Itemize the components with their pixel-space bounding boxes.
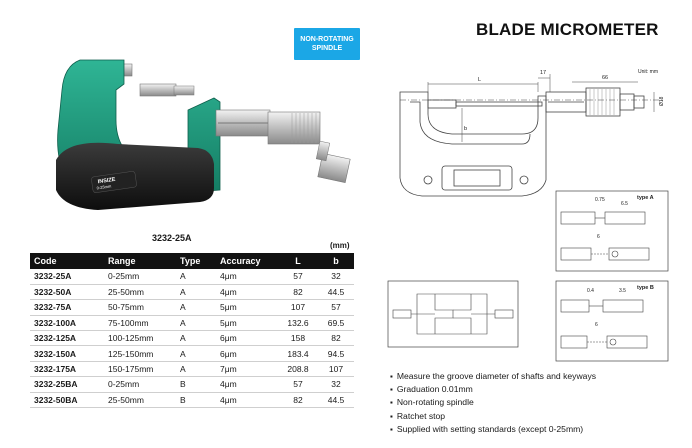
cell-type: A	[176, 269, 216, 284]
detail-a-dim2: 6.5	[621, 201, 628, 207]
col-b: b	[318, 253, 354, 269]
cell-range: 25-50mm	[104, 284, 176, 299]
cell-range: 75-100mm	[104, 315, 176, 330]
detail-a-dim1: 0.75	[595, 197, 605, 203]
cell-type: B	[176, 392, 216, 407]
cell-l: 208.8	[278, 361, 318, 376]
feature-item: ▪ Measure the groove diameter of shafts and keyways	[390, 370, 596, 383]
cell-accuracy: 4μm	[216, 392, 278, 407]
cell-type: A	[176, 331, 216, 346]
detail-b-dim3: 6	[595, 322, 598, 328]
cell-accuracy: 6μm	[216, 346, 278, 361]
cell-b: 69.5	[318, 315, 354, 330]
detail-type-a	[555, 190, 669, 272]
cell-code: 3232-125A	[30, 331, 104, 346]
cell-l: 82	[278, 284, 318, 299]
col-code: Code	[30, 253, 104, 269]
cell-code: 3232-50BA	[30, 392, 104, 407]
cell-type: B	[176, 377, 216, 392]
cell-code: 3232-25A	[30, 269, 104, 284]
table-row	[30, 269, 354, 284]
cell-code: 3232-100A	[30, 315, 104, 330]
cell-l: 132.6	[278, 315, 318, 330]
feature-item: ▪ Non-rotating spindle	[390, 396, 596, 409]
micrometer-photo	[28, 40, 358, 230]
cell-range: 0-25mm	[104, 377, 176, 392]
table-unit-label: (mm)	[330, 241, 350, 250]
cell-type: A	[176, 346, 216, 361]
detail-a-label: type A	[637, 195, 654, 201]
table-row	[30, 331, 354, 346]
detail-b-label: type B	[637, 285, 654, 291]
cell-accuracy: 5μm	[216, 315, 278, 330]
cell-code: 3232-50A	[30, 284, 104, 299]
badge-line-1: NON-ROTATING	[300, 36, 354, 43]
cell-b: 57	[318, 300, 354, 315]
cell-accuracy: 5μm	[216, 300, 278, 315]
cell-b: 32	[318, 269, 354, 284]
cell-type: A	[176, 315, 216, 330]
cell-type: A	[176, 284, 216, 299]
cell-l: 57	[278, 377, 318, 392]
table-row	[30, 361, 354, 376]
unit-note: Unit: mm	[638, 69, 658, 75]
dim-66: 66	[602, 75, 609, 81]
cell-code: 3232-175A	[30, 361, 104, 376]
table-header-row	[30, 253, 354, 269]
table-row	[30, 315, 354, 330]
cell-l: 82	[278, 392, 318, 407]
cell-b: 44.5	[318, 284, 354, 299]
page-title: BLADE MICROMETER	[476, 20, 659, 39]
cell-range: 0-25mm	[104, 269, 176, 284]
col-type: Type	[176, 253, 216, 269]
table-row	[30, 377, 354, 392]
cell-l: 107	[278, 300, 318, 315]
cell-range: 100-125mm	[104, 331, 176, 346]
cell-accuracy: 4μm	[216, 377, 278, 392]
cell-b: 82	[318, 331, 354, 346]
table-row	[30, 346, 354, 361]
badge-line-2: SPINDLE	[311, 45, 343, 52]
cell-accuracy: 6μm	[216, 331, 278, 346]
cell-b: 32	[318, 377, 354, 392]
feature-item: ▪ Supplied with setting standards (except 0-25mm)	[390, 423, 596, 436]
cell-b: 94.5	[318, 346, 354, 361]
cell-range: 125-150mm	[104, 346, 176, 361]
model-label: 3232-25A	[152, 233, 192, 243]
detail-type-b	[555, 280, 669, 362]
detail-a-dim3: 6	[597, 234, 600, 240]
feature-item: ▪ Graduation 0.01mm	[390, 383, 596, 396]
drawing-thimble	[586, 88, 620, 116]
cell-type: A	[176, 300, 216, 315]
table-row	[30, 284, 354, 299]
dim-b: b	[464, 126, 468, 132]
groove-illustration	[387, 280, 519, 348]
cell-accuracy: 7μm	[216, 361, 278, 376]
feature-item: ▪ Ratchet stop	[390, 410, 596, 423]
dim-l: L	[478, 77, 482, 83]
feature-list	[390, 370, 596, 436]
cell-range: 25-50mm	[104, 392, 176, 407]
cell-b: 44.5	[318, 392, 354, 407]
table-row	[30, 392, 354, 407]
cell-code: 3232-25BA	[30, 377, 104, 392]
cell-l: 158	[278, 331, 318, 346]
frame-brand-text: INSIZE	[97, 176, 116, 186]
spindle-blade	[140, 84, 176, 96]
dim-18: Ø18	[659, 96, 665, 106]
col-l: L	[278, 253, 318, 269]
cell-type: A	[176, 361, 216, 376]
col-accuracy: Accuracy	[216, 253, 278, 269]
cell-accuracy: 4μm	[216, 284, 278, 299]
cell-code: 3232-150A	[30, 346, 104, 361]
dim-17: 17	[540, 70, 547, 76]
cell-range: 50-75mm	[104, 300, 176, 315]
cell-l: 183.4	[278, 346, 318, 361]
spec-table	[30, 253, 354, 408]
table-row	[30, 300, 354, 315]
col-range: Range	[104, 253, 176, 269]
frame-range-text: 0-25mm	[96, 183, 112, 191]
cell-code: 3232-75A	[30, 300, 104, 315]
cell-l: 57	[278, 269, 318, 284]
detail-b-dim1: 0.4	[587, 288, 594, 294]
cell-range: 150-175mm	[104, 361, 176, 376]
cell-b: 107	[318, 361, 354, 376]
detail-b-dim2: 3.5	[619, 288, 626, 294]
cell-accuracy: 4μm	[216, 269, 278, 284]
